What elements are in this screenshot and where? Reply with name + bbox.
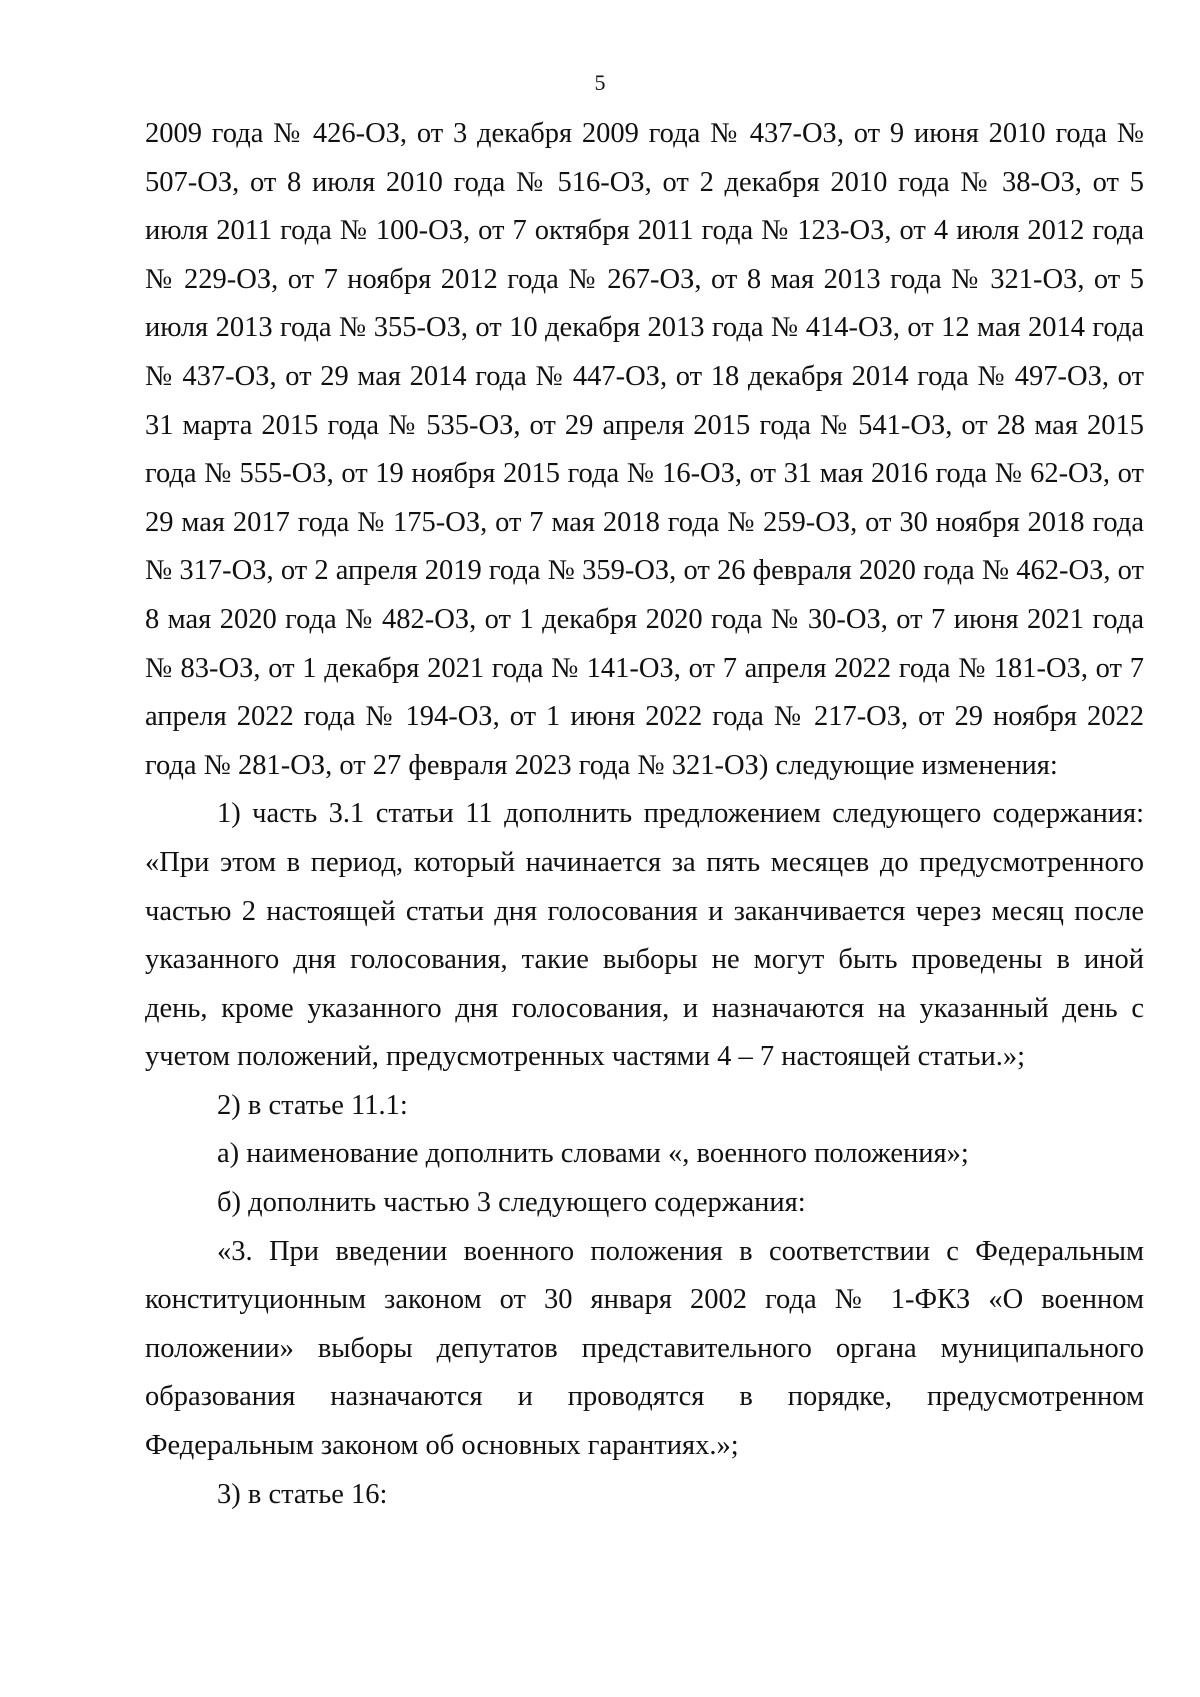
- document-body: [145, 110, 1144, 1519]
- paragraph-quoted-part-3: «3. При введении военного положения в соответствии с Федеральным конституционным законом от 30 января 2002 года № 1-ФКЗ «О военном положении» выборы депутатов представительного органа муниципального образования назначаются и проводятся в порядке, предусмотренном Федеральным законом об основных гарантиях.»;: [145, 1235, 1144, 1462]
- page-number: 5: [594, 70, 606, 95]
- paragraph-item-1: 1) часть 3.1 статьи 11 дополнить предложением следующего содержания: «При этом в период, который начинается за пять месяцев до предусмотренного частью 2 настоящей статьи дня голосования и заканчивается через месяц после указанного дня голосования, такие выборы не могут быть проведены в иной день, кроме указанного дня голосования, и назначаются на указанный день с учетом положений, предусмотренных частями 4 – 7 настоящей статьи.»;: [145, 798, 1144, 1073]
- paragraph-item-2a: а) наименование дополнить словами «, военного положения»;: [217, 1138, 969, 1170]
- paragraph-amendment-list: 2009 года № 426-ОЗ, от 3 декабря 2009 года № 437-ОЗ, от 9 июня 2010 года № 507-ОЗ, от 8 июля 2010 года № 516-ОЗ, от 2 декабря 2010 года № 38-ОЗ, от 5 июля 2011 года № 100-ОЗ, от 7 октября 2011 года № 123-ОЗ, от 4 июля 2012 года № 229-ОЗ, от 7 ноября 2012 года № 267-ОЗ, от 8 мая 2013 года № 321-ОЗ, от 5 июля 2013 года № 355-ОЗ, от 10 декабря 2013 года № 414-ОЗ, от 12 мая 2014 года № 437-ОЗ, от 29 мая 2014 года № 447-ОЗ, от 18 декабря 2014 года № 497-ОЗ, от 31 марта 2015 года № 535-ОЗ, от 29 апреля 2015 года № 541-ОЗ, от 28 мая 2015 года № 555-ОЗ, от 19 ноября 2015 года № 16-ОЗ, от 31 мая 2016 года № 62-ОЗ, от 29 мая 2017 года № 175-ОЗ, от 7 мая 2018 года № 259-ОЗ, от 30 ноября 2018 года № 317-ОЗ, от 2 апреля 2019 года № 359-ОЗ, от 26 февраля 2020 года № 462-ОЗ, от 8 мая 2020 года № 482-ОЗ, от 1 декабря 2020 года № 30-ОЗ, от 7 июня 2021 года № 83-ОЗ, от 1 декабря 2021 года № 141-ОЗ, от 7 апреля 2022 года № 181-ОЗ, от 7 апреля 2022 года № 194-ОЗ, от 1 июня 2022 года № 217-ОЗ, от 29 ноября 2022 года № 281-ОЗ, от 27 февраля 2023 года № 321-ОЗ) следующие изменения:: [145, 118, 1144, 781]
- paragraph-item-3: 3) в статье 16:: [217, 1478, 388, 1510]
- paragraph-item-2b: б) дополнить частью 3 следующего содержания:: [217, 1187, 806, 1219]
- paragraph-item-2: 2) в статье 11.1:: [217, 1089, 408, 1121]
